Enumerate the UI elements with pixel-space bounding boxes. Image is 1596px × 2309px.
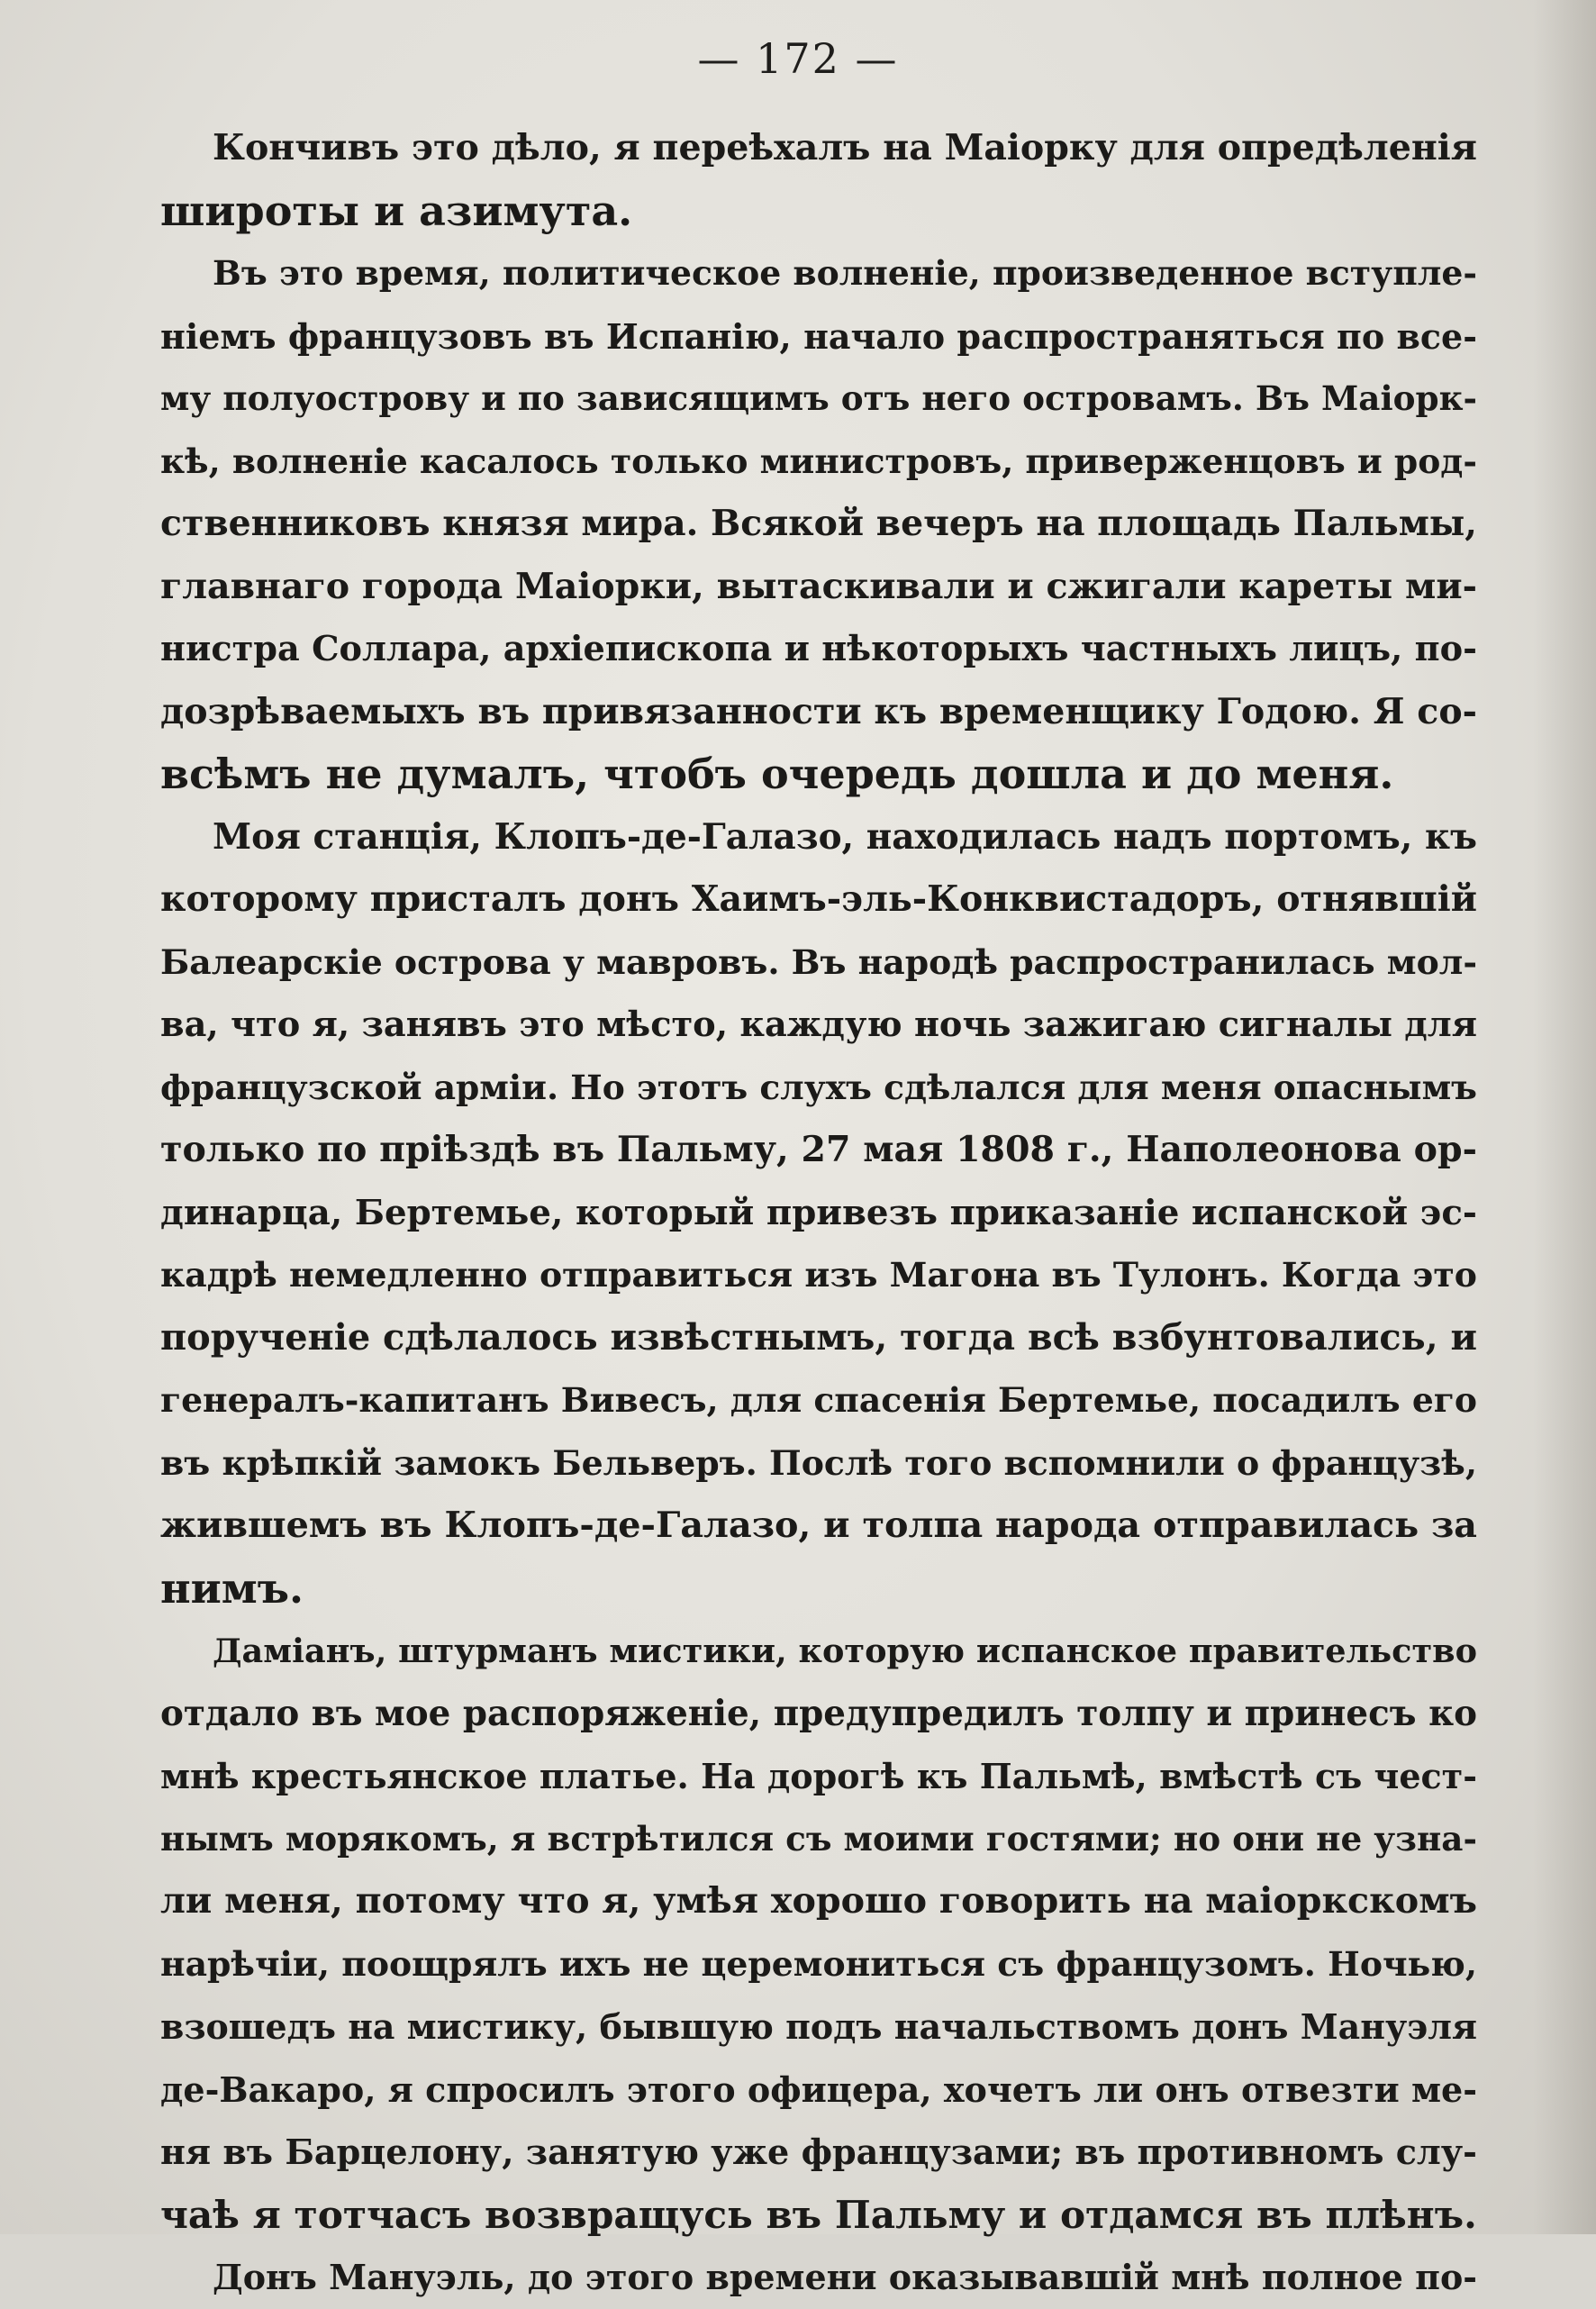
text-line: дозрѣваемыхъ въ привязанности къ временщику Годою. Я со-	[160, 690, 1477, 732]
text-line: кадрѣ немедленно отправиться изъ Магона въ Тулонъ. Когда это	[160, 1255, 1477, 1295]
text-line: которому присталъ донъ Хаимъ-эль-Конквистадоръ, отнявшій	[160, 878, 1477, 920]
text-line: генералъ-капитанъ Вивесъ, для спасенія Бертемье, посадилъ его	[160, 1380, 1477, 1420]
text-line: мнѣ крестьянское платье. На дорогѣ къ Пальмѣ, вмѣстѣ съ чест-	[160, 1756, 1477, 1796]
paragraph-4	[160, 1620, 1477, 2246]
text-line: въ крѣпкій замокъ Бельверъ. Послѣ того вспомнили о французѣ,	[160, 1442, 1477, 1483]
text-line: Въ это время, политическое волненіе, произведенное вступле-	[213, 253, 1477, 293]
text-line: Моя станція, Клопъ-де-Галазо, находилась надъ портомъ, къ	[213, 815, 1477, 858]
text-line: нарѣчіи, поощрялъ ихъ не церемониться съ французомъ. Ночью,	[160, 1943, 1477, 1984]
text-line: де-Вакаро, я спросилъ этого офицера, хочетъ ли онъ отвезти ме-	[160, 2068, 1477, 2110]
text-line: кѣ, волненіе касалось только министровъ, приверженцовъ и род-	[160, 441, 1477, 481]
text-line: нистра Соллара, архіепископа и нѣкоторыхъ частныхъ лицъ, по-	[160, 629, 1477, 669]
text-line: порученіе сдѣлалось извѣстнымъ, тогда всѣ взбунтовались, и	[160, 1316, 1477, 1359]
text-line: му полуострову и по зависящимъ отъ него островамъ. Въ Маіорк-	[160, 378, 1477, 418]
paragraph-2	[160, 242, 1477, 806]
text-line: динарца, Бертемье, который привезъ приказаніе испанской эс-	[160, 1192, 1477, 1233]
text-line: Балеарскіе острова у мавровъ. Въ народѣ распространилась мол-	[160, 941, 1477, 982]
text-line: ва, что я, занявъ это мѣсто, каждую ночь зажигаю сигналы для	[160, 1005, 1477, 1045]
page-edge-shadow	[1533, 0, 1596, 2234]
page-number: — 172 —	[697, 34, 899, 83]
text-line: ственниковъ князя мира. Всякой вечеръ на площадь Пальмы,	[160, 503, 1477, 544]
text-line: чаѣ я тотчасъ возвращусь въ Пальму и отдамся въ плѣнъ.	[160, 2191, 1477, 2237]
text-line: Донъ Мануэль, до этого времени оказывавшій мнѣ полное по-	[213, 2257, 1477, 2297]
text-line: нымъ морякомъ, я встрѣтился съ моими гостями; но они не узна-	[160, 1818, 1477, 1859]
text-line: главнаго города Маіорки, вытаскивали и сжигали кареты ми-	[160, 565, 1477, 607]
paragraph-1	[160, 117, 1477, 242]
text-line: только по пріѣздѣ въ Пальму, 27 мая 1808 г., Наполеонова ор-	[160, 1129, 1477, 1170]
text-line: французской арміи. Но этотъ слухъ сдѣлался для меня опаснымъ	[160, 1067, 1477, 1107]
text-line: Кончивъ это дѣло, я переѣхалъ на Маіорку для опредѣленія	[213, 127, 1477, 168]
text-line: ли меня, потому что я, умѣя хорошо говорить на маіоркскомъ	[160, 1880, 1477, 1922]
text-line: жившемъ въ Клопъ-де-Галазо, и толпа народа отправилась за	[160, 1504, 1477, 1546]
text-line: ня въ Барцелону, занятую уже французами; въ противномъ слу-	[160, 2132, 1477, 2172]
body-text	[160, 117, 1477, 2309]
text-line: нимъ.	[160, 1563, 304, 1613]
text-line: ніемъ французовъ въ Испанію, начало распространяться по все-	[160, 315, 1477, 357]
text-line: взошедъ на мистику, бывшую подъ начальствомъ донъ Мануэля	[160, 2006, 1477, 2047]
paragraph-3	[160, 806, 1477, 1621]
text-line: Даміанъ, штурманъ мистики, которую испанское правительство	[213, 1632, 1477, 1670]
text-line: отдало въ мое распоряженіе, предупредилъ толпу и принесъ ко	[160, 1693, 1477, 1734]
text-line: широты и азимута.	[160, 186, 633, 235]
paragraph-5	[160, 2246, 1477, 2309]
text-line: всѣмъ не думалъ, чтобъ очередь дошла и до меня.	[160, 750, 1394, 798]
